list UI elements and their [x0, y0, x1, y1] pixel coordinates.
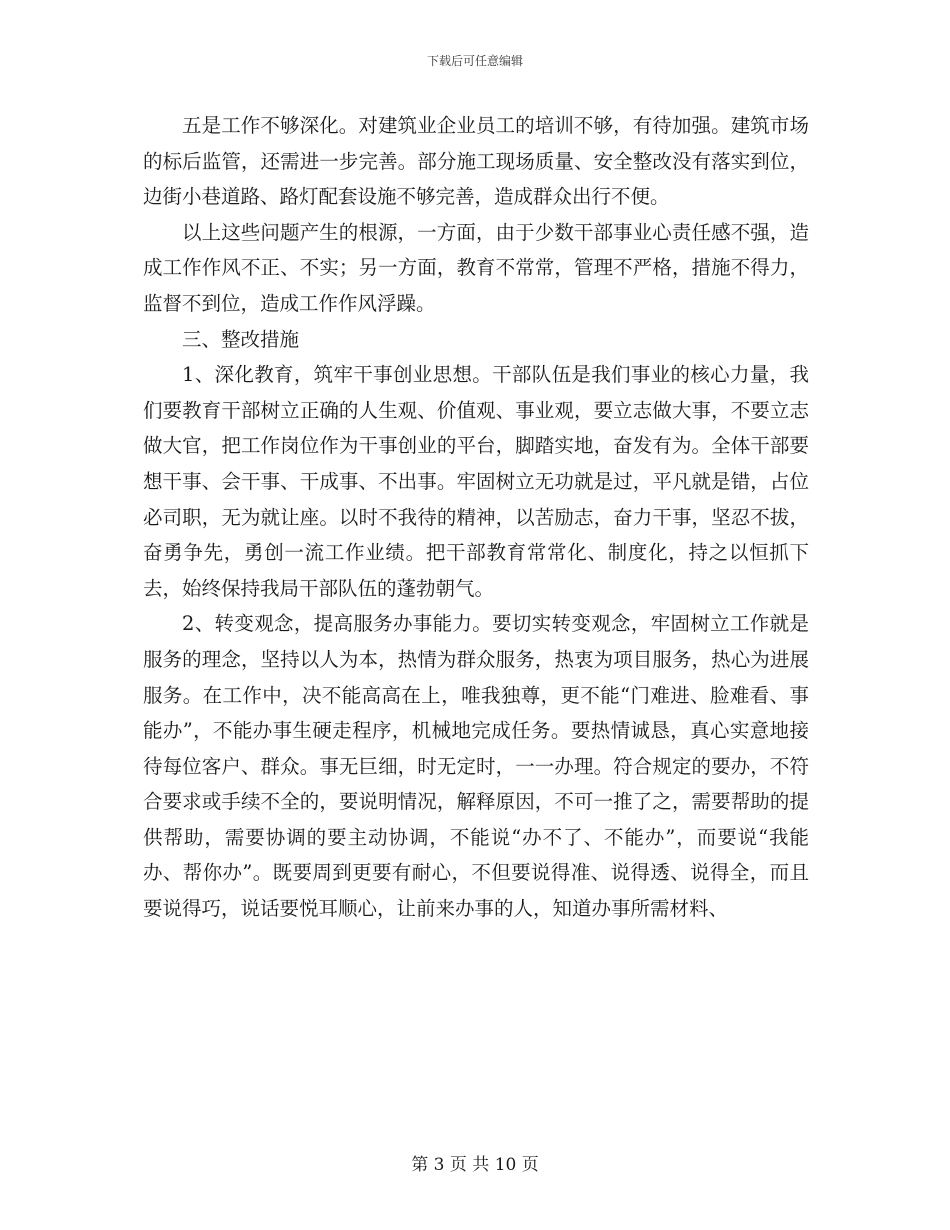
page-header: 下载后可任意编辑 — [426, 54, 523, 68]
paragraph-root-cause: 以上这些问题产生的根源，一方面，由于少数干部事业心责任感不强，造成工作作风不正、不实；另一方面，教育不常常，管理不严格，措施不得力，监督不到位，造成工作作风浮躁。 — [143, 220, 809, 315]
page-number-footer: 第 3 页 共 10 页 — [411, 1155, 539, 1175]
paragraph-measure-one: 1、深化教育，筑牢干事创业思想。干部队伍是我们事业的核心力量，我们要教育干部树立正确的人生观、价值观、事业观，要立志做大事，不要立志做大官，把工作岗位作为干事创业的平台，脚踏实地，奋发有为。全体干部要想干事、会干事、干成事、不出事。牢固树立无功就是过，平凡就是错，占位必司职，无为就让座。以时不我待的精神，以苦励志，奋力干事，坚忍不拔，奋勇争先，勇创一流工作业绩。把干部教育常常化、制度化，持之以恒抓下去，始终保持我局干部队伍的蓬勃朝气。 — [143, 363, 809, 600]
paragraph-measure-two: 2、转变观念，提高服务办事能力。要切实转变观念，牢固树立工作就是服务的理念，坚持以人为本，热情为群众服务，热衷为项目服务，热心为进展服务。在工作中，决不能高高在上，唯我独尊，更不能“门难进、脸难看、事能办”，不能办事生硬走程序，机械地完成任务。要热情诚恳，真心实意地接待每位客户、群众。事无巨细，时无定时，一一办理。符合规定的要办，不符合要求或手续不全的，要说明情况，解释原因，不可一推了之，需要帮助的提供帮助，需要协调的要主动协调，不能说“办不了、不能办”，而要说“我能办、帮你办”。既要周到更要有耐心，不但要说得准、说得透、说得全，而且要说得巧，说话要悦耳顺心，让前来办事的人，知道办事所需材料、 — [143, 612, 809, 921]
document-body — [143, 108, 809, 927]
section-heading-measures: 三、整改措施 — [182, 327, 300, 351]
paragraph-problem-five: 五是工作不够深化。对建筑业企业员工的培训不够，有待加强。建筑市场的标后监管，还需进一步完善。部分施工现场质量、安全整改没有落实到位，边街小巷道路、路灯配套设施不够完善，造成群众出行不便。 — [143, 114, 809, 209]
